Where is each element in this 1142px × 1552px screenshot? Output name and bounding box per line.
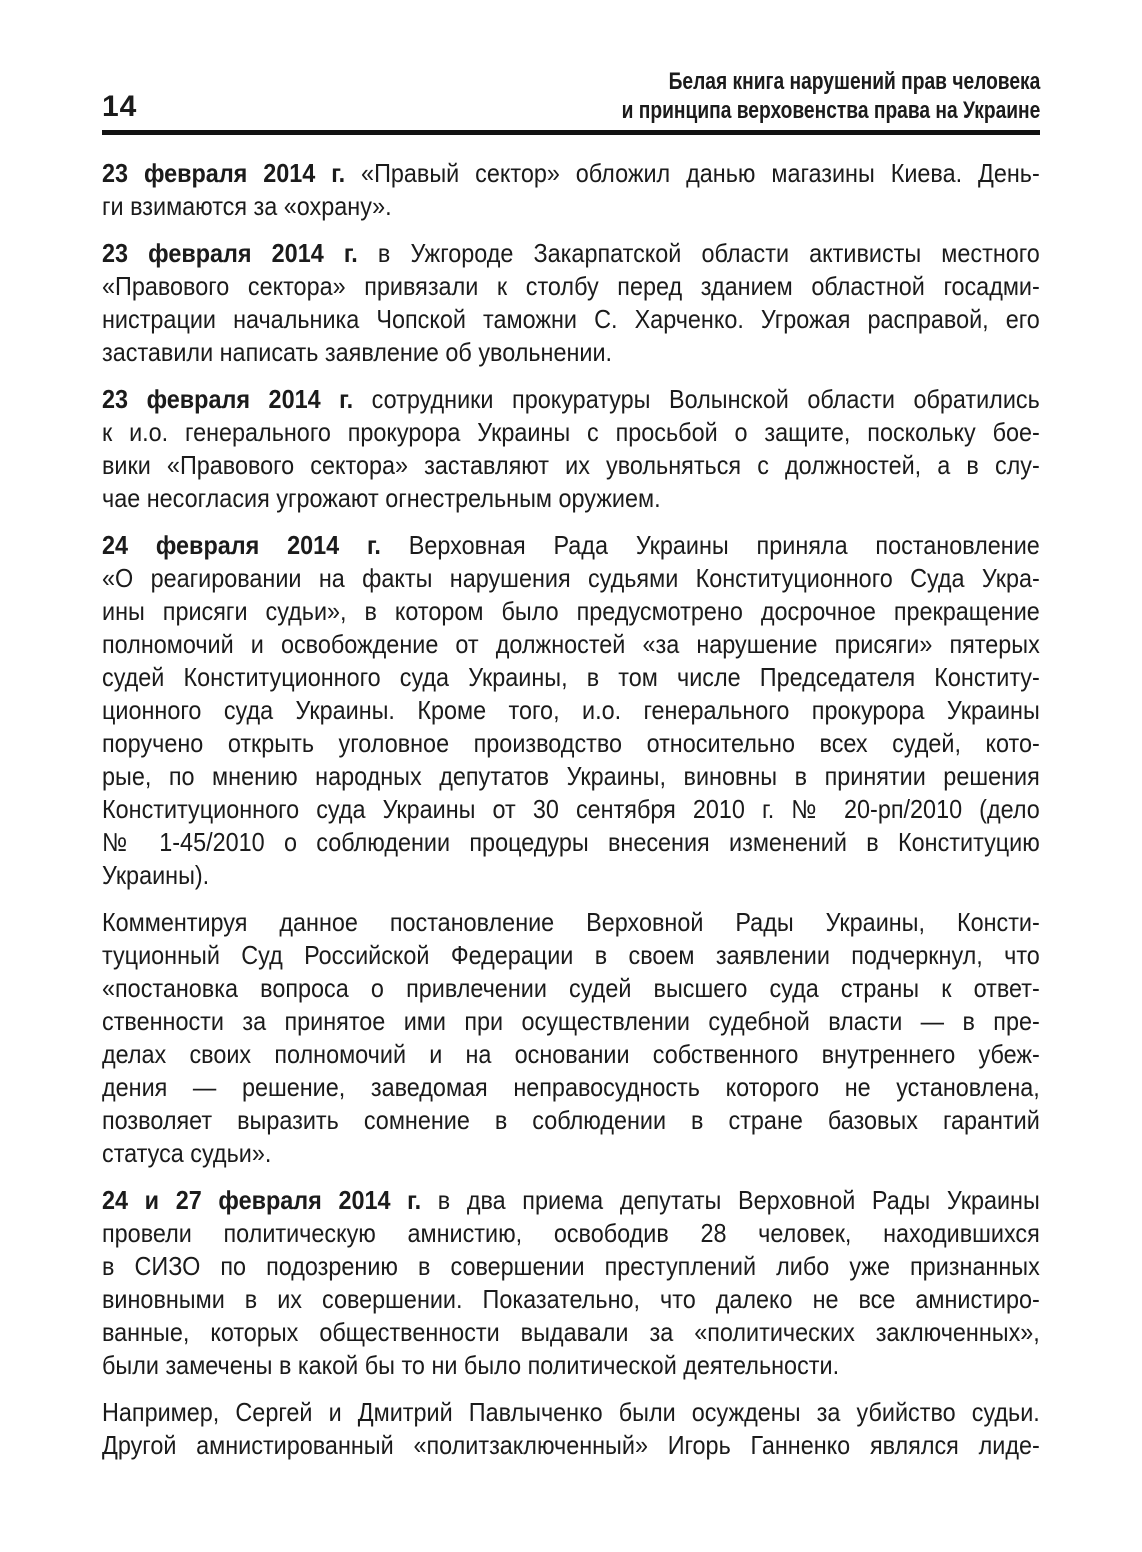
text-line: ственности за принятое ими при осуществлении судебной власти — в пре- — [102, 1006, 1040, 1036]
text-line: чае несогласия угрожают огнестрельным оружием. — [102, 483, 661, 513]
text-line: нистрации начальника Чопской таможни С. Харченко. Угрожая расправой, его — [102, 304, 1040, 334]
text-line: ванные, которых общественности выдавали за «политических заключенных», — [102, 1317, 1040, 1347]
date-lead: 24 и 27 февраля 2014 г. — [102, 1185, 422, 1215]
text-line: 23 февраля 2014 г. в Ужгороде Закарпатской области активисты местного — [102, 238, 1040, 268]
text-line: 24 февраля 2014 г. Верховная Рада Украины приняла постановление — [102, 530, 1040, 560]
text-line: провели политическую амнистию, освободив 28 человек, находившихся — [102, 1218, 1040, 1248]
text-line: судей Конституционного суда Украины, в том числе Председателя Конститу- — [102, 662, 1040, 692]
text-line: виновными в их совершении. Показательно, что далеко не все амнистиро- — [102, 1284, 1040, 1314]
text-line: заставили написать заявление об увольнении. — [102, 337, 613, 367]
text-line: Например, Сергей и Дмитрий Павлыченко были осуждены за убийство судьи. — [102, 1397, 1040, 1427]
text-line: ины присяги судьи», в котором было предусмотрено досрочное прекращение — [102, 596, 1040, 626]
text-line: Комментируя данное постановление Верховной Рады Украины, Консти- — [102, 907, 1040, 937]
text-line: Украины). — [102, 860, 210, 890]
paragraph — [102, 237, 1040, 369]
text-line: делах своих полномочий и на основании собственного внутреннего убеж- — [102, 1039, 1040, 1069]
running-title-line1: Белая книга нарушений прав человека — [668, 68, 1040, 95]
paragraph — [102, 906, 1040, 1170]
running-title-line2: и принципа верховенства права на Украине — [621, 97, 1040, 124]
paragraph — [102, 1184, 1040, 1382]
date-lead: 23 февраля 2014 г. — [102, 238, 358, 268]
text-line: были замечены в какой бы то ни было политической деятельности. — [102, 1350, 840, 1380]
page-body — [102, 157, 1040, 1462]
running-title — [621, 67, 1040, 128]
paragraph — [102, 383, 1040, 515]
text-line: 24 и 27 февраля 2014 г. в два приема депутаты Верховной Рады Украины — [102, 1185, 1040, 1215]
header-rule — [102, 130, 1040, 135]
text-line: вики «Правового сектора» заставляют их увольняться с должностей, а в слу- — [102, 450, 1040, 480]
text-line: позволяет выразить сомнение в соблюдении в стране базовых гарантий — [102, 1105, 1040, 1135]
text-line: рые, по мнению народных депутатов Украины, виновны в принятии решения — [102, 761, 1040, 791]
text-line: «О реагировании на факты нарушения судьями Конституционного Суда Укра- — [102, 563, 1040, 593]
page-number: 14 — [102, 90, 138, 123]
text-line: «постановка вопроса о привлечении судей высшего суда страны к ответ- — [102, 973, 1040, 1003]
date-lead: 24 февраля 2014 г. — [102, 530, 381, 560]
text-line: ционного суда Украины. Кроме того, и.о. генерального прокурора Украины — [102, 695, 1040, 725]
paragraph — [102, 1396, 1040, 1462]
date-lead: 23 февраля 2014 г. — [102, 384, 354, 414]
paragraph — [102, 529, 1040, 892]
page-header — [102, 70, 1040, 128]
text-line: 23 февраля 2014 г. сотрудники прокуратуры Волынской области обратились — [102, 384, 1040, 414]
text-line: туционный Суд Российской Федерации в своем заявлении подчеркнул, что — [102, 940, 1040, 970]
text-line: 23 февраля 2014 г. «Правый сектор» обложил данью магазины Киева. День- — [102, 158, 1040, 188]
text-line: ги взимаются за «охрану». — [102, 191, 392, 221]
text-line: № 1-45/2010 о соблюдении процедуры внесения изменений в Конституцию — [102, 827, 1040, 857]
text-line: Другой амнистированный «политзаключенный» Игорь Ганненко являлся лиде- — [102, 1430, 1040, 1460]
text-line: к и.о. генерального прокурора Украины с просьбой о защите, поскольку бое- — [102, 417, 1040, 447]
text-line: поручено открыть уголовное производство относительно всех судей, кото- — [102, 728, 1040, 758]
paragraph — [102, 157, 1040, 223]
text-line: Конституционного суда Украины от 30 сентября 2010 г. № 20-рп/2010 (дело — [102, 794, 1040, 824]
text-line: в СИЗО по подозрению в совершении преступлений либо уже признанных — [102, 1251, 1040, 1281]
text-line: «Правового сектора» привязали к столбу перед зданием областной госадми- — [102, 271, 1040, 301]
text-line: дения — решение, заведомая неправосудность которого не установлена, — [102, 1072, 1040, 1102]
text-line: полномочий и освобождение от должностей «за нарушение присяги» пятерых — [102, 629, 1040, 659]
date-lead: 23 февраля 2014 г. — [102, 158, 346, 188]
text-line: статуса судьи». — [102, 1138, 272, 1168]
